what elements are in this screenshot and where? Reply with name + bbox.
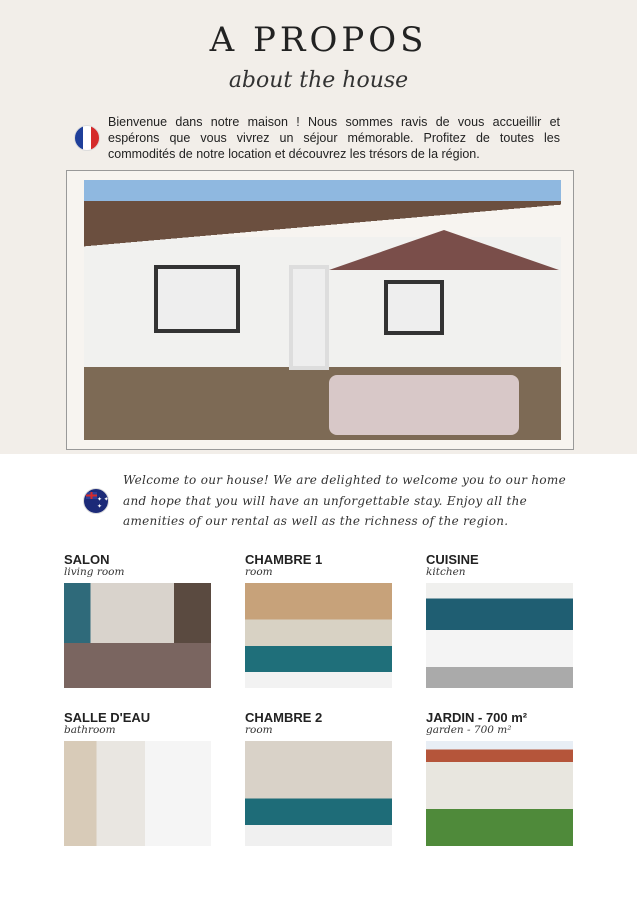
- room-subtitle: room: [245, 724, 273, 736]
- room-card-chambre-2: [245, 710, 392, 846]
- intro-english: Welcome to our house! We are delighted to welcome you to our home and hope that you will have an unforgettable stay. Enjoy all the amenities of our rental as well as the richness of the region.: [123, 473, 567, 528]
- house-photo: [84, 180, 561, 440]
- page-subtitle: about the house: [228, 68, 409, 93]
- room-title: SALON: [64, 552, 110, 567]
- france-flag-icon: [74, 125, 100, 151]
- room-title: CUISINE: [426, 552, 479, 567]
- room-card-salle-d-eau: [64, 710, 211, 846]
- room-title: JARDIN - 700 m²: [426, 710, 528, 725]
- room-photo: [245, 741, 392, 846]
- room-title: CHAMBRE 2: [245, 710, 323, 725]
- room-subtitle: room: [245, 566, 273, 578]
- page-title: A PROPOS: [209, 20, 428, 60]
- room-title: CHAMBRE 1: [245, 552, 323, 567]
- garden-table: [329, 375, 519, 435]
- room-subtitle: garden - 700 m²: [426, 724, 512, 736]
- room-card-cuisine: [426, 552, 573, 688]
- room-photo: [64, 741, 211, 846]
- room-title: SALLE D'EAU: [64, 710, 151, 725]
- door: [289, 265, 329, 370]
- window: [154, 265, 240, 333]
- window: [384, 280, 444, 335]
- australia-flag-icon: [83, 488, 109, 514]
- room-photo: [426, 741, 573, 846]
- room-subtitle: living room: [64, 566, 125, 578]
- room-photo: [426, 583, 573, 688]
- house-photo-frame: [66, 170, 574, 450]
- room-card-salon: [64, 552, 211, 688]
- intro-french: Bienvenue dans notre maison ! Nous sommes ravis de vous accueillir et espérons que vous vivrez un séjour mémorable. Profitez de toutes les commodités de notre location et découvrez les trésors de la région.: [108, 115, 560, 161]
- room-card-chambre-1: [245, 552, 392, 688]
- room-subtitle: kitchen: [426, 566, 466, 578]
- room-photo: [64, 583, 211, 688]
- room-photo: [245, 583, 392, 688]
- room-subtitle: bathroom: [64, 724, 116, 736]
- parasol: [329, 230, 559, 270]
- room-card-jardin: [426, 710, 573, 846]
